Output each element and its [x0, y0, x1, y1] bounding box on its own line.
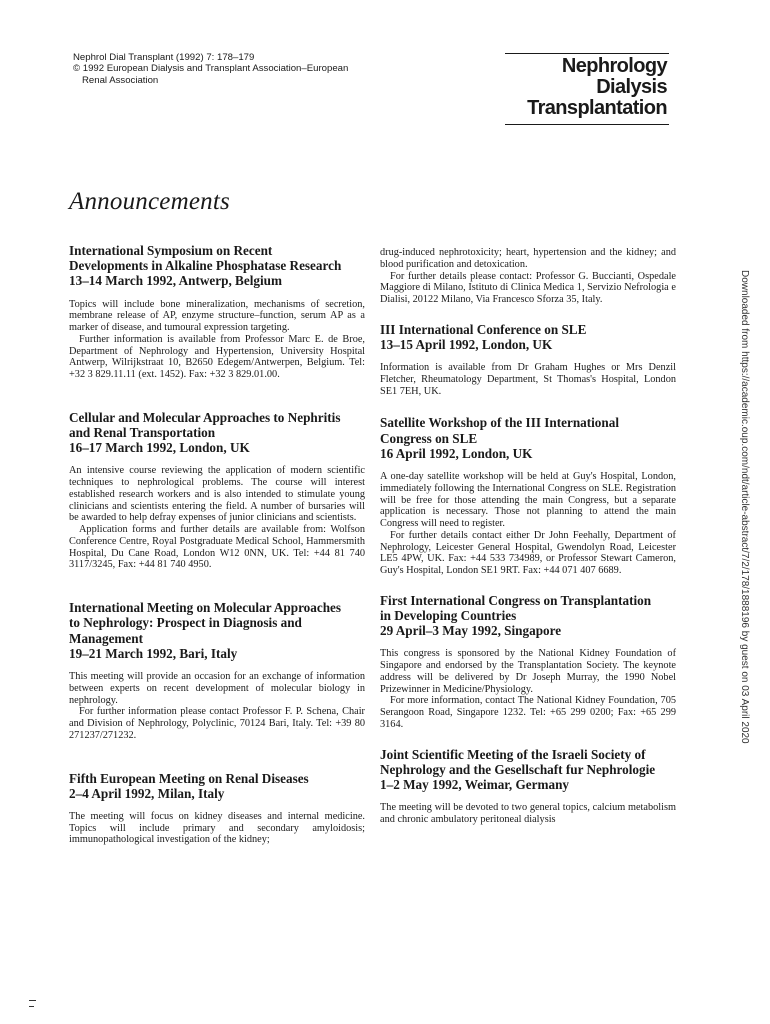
- heading-line: 13–14 March 1992, Antwerp, Belgium: [69, 273, 282, 289]
- announcement-body: [69, 811, 365, 846]
- paragraph: Further information is available from Professor Marc E. de Broe, Department of Nephrology and Hypertension, University Hospital Antwerp, Wilrijkstraat 10, B2650 Edegem/Antwerpen, Belgium. Tel: +32 3 829.11.11 (ext. 1452). Fax: +32 3 829.01.00.: [69, 333, 365, 381]
- heading-line: 2–4 April 1992, Milan, Italy: [69, 785, 225, 801]
- announcement: [380, 322, 676, 398]
- watermark-text: Downloaded from https://academic.oup.com/ndt/article-abstract/7/2/178/1888196 by guest on 03 April 2020: [739, 270, 750, 744]
- announcement: [380, 593, 676, 731]
- announcement: [69, 600, 365, 741]
- heading-line: and Renal Transportation: [69, 425, 216, 441]
- heading-line: Fifth European Meeting on Renal Diseases: [69, 770, 309, 786]
- announcement: [69, 410, 365, 571]
- heading-line: in Developing Countries: [380, 607, 517, 623]
- citation-line: Nephrol Dial Transplant (1992) 7: 178–179: [73, 52, 255, 63]
- announcement: [69, 771, 365, 847]
- paragraph: This congress is sponsored by the National Kidney Foundation of Singapore and endorsed by the Transplantation Society. The keynote address will be delivered by Dr Joseph Murray, the 1990 Nobel Prizewinner in Medicine/Physiology.: [380, 648, 676, 695]
- heading-line: Nephrology and the Gesellschaft fur Nephrologie: [380, 761, 656, 777]
- announcement-body: [380, 247, 676, 306]
- heading-line: III International Conference on SLE: [380, 321, 587, 337]
- heading-line: Developments in Alkaline Phosphatase Research: [69, 258, 342, 274]
- paragraph: For further details contact either Dr John Feehally, Department of Nephrology, Leicester General Hospital, Gwendolyn Road, Leicester LE5 4PW, UK. Fax: +44 533 734989, or Professor Stewart Cameron, Guy's Hospital, London SE1 9RT. Fax: +44 071 407 6689.: [380, 529, 676, 577]
- announcement-heading: [69, 600, 365, 661]
- paragraph: Information is available from Dr Graham Hughes or Mrs Denzil Fletcher, Rheumatology Department, St Thomas's Hospital, London SE1 7EH, UK.: [380, 362, 676, 397]
- section-title: Announcements: [69, 188, 230, 215]
- announcement-body: [69, 671, 365, 742]
- journal-logo: [505, 53, 669, 125]
- paragraph: This meeting will provide an occasion for an exchange of information between experts on recent development of molecular biology in nephrology.: [69, 671, 365, 706]
- heading-line: Joint Scientific Meeting of the Israeli Society of: [380, 746, 646, 762]
- heading-line: First International Congress on Transplantation: [380, 592, 652, 608]
- heading-line: 1–2 May 1992, Weimar, Germany: [380, 777, 570, 793]
- heading-line: Congress on SLE: [380, 430, 478, 446]
- announcement-heading: [380, 747, 676, 793]
- heading-line: 13–15 April 1992, London, UK: [380, 336, 553, 352]
- paragraph: For further details please contact: Professor G. Buccianti, Ospedale Maggiore di Milano, Istituto di Clinica Medica 1, Servizio Nefrologia e Dialisi, 20122 Milano, Via Francesco Sforza 35, Italy.: [380, 270, 676, 305]
- heading-line: Management: [69, 630, 143, 646]
- heading-line: International Symposium on Recent: [69, 243, 273, 258]
- announcement: [380, 415, 676, 576]
- paragraph: For further information please contact Professor F. P. Schena, Chair and Division of Nephrology, Polyclinic, 70124 Bari, Italy. Tel: +39 80 271237/271232.: [69, 706, 365, 741]
- logo-rule: [505, 53, 669, 54]
- announcement-heading: [69, 410, 365, 456]
- paragraph: The meeting will focus on kidney diseases and internal medicine. Topics will include primary and secondary amyloidosis; immunopathological investigation of the kidney;: [69, 810, 365, 846]
- announcement: [380, 747, 676, 826]
- announcement-heading: [69, 243, 365, 289]
- citation-block: [73, 52, 403, 86]
- announcement-body: [380, 648, 676, 730]
- corner-mark: [29, 1006, 34, 1007]
- journal-name-line: Nephrology: [561, 55, 667, 77]
- announcement-heading: [380, 415, 676, 461]
- heading-line: to Nephrology: Prospect in Diagnosis and: [69, 615, 302, 631]
- announcement-heading: [69, 771, 365, 801]
- paragraph: For more information, contact The National Kidney Foundation, 705 Serangoon Road, Singapore 1232. Tel: +65 299 0200; Fax: +65 299 3164.: [380, 695, 676, 730]
- announcement-body: [69, 465, 365, 571]
- announcement-continued: [380, 247, 676, 306]
- paragraph: The meeting will be devoted to two general topics, calcium metabolism and chronic ambulatory peritoneal dialysis: [380, 802, 676, 825]
- paragraph: Application forms and further details are available from: Wolfson Conference Centre, Royal Postgraduate Medical School, Hammersmith Hospital, Du Cane Road, London W12 0NN, UK. Tel: +44 81 740 3117/3245, Fax: +44 81 740 4950.: [69, 524, 365, 571]
- left-column: [69, 243, 365, 846]
- heading-line: Satellite Workshop of the III International: [380, 415, 619, 431]
- right-column: [380, 247, 676, 826]
- citation-line: Renal Association: [82, 74, 159, 86]
- journal-name-line: Dialysis: [596, 76, 667, 98]
- announcement-body: [380, 362, 676, 397]
- paragraph: An intensive course reviewing the application of modern scientific techniques to nephrological problems. The course will interest established research workers and is also intended to stimulate young clinicians and scientists entering the field. A number of bursaries will be awarded to help defray expenses of junior clinicians and scientists.: [69, 465, 365, 524]
- heading-line: 16 April 1992, London, UK: [380, 445, 533, 461]
- journal-name-line: Transplantation: [527, 97, 667, 119]
- heading-line: Cellular and Molecular Approaches to Nephritis: [69, 409, 341, 425]
- announcement-heading: [380, 593, 676, 639]
- heading-line: 29 April–3 May 1992, Singapore: [380, 623, 562, 639]
- announcement-body: [69, 299, 365, 381]
- download-watermark: [738, 270, 762, 770]
- heading-line: 16–17 March 1992, London, UK: [69, 440, 250, 456]
- paragraph: Topics will include bone mineralization, mechanisms of secretion, membrane release of AP, enzyme structure–function, serum AP as a marker of disease, and tumoural expression targeting.: [69, 298, 365, 334]
- paragraph: drug-induced nephrotoxicity; heart, hypertension and the kidney; and blood purification and detoxication.: [380, 247, 676, 270]
- announcement-body: [380, 471, 676, 577]
- citation-line: © 1992 European Dialysis and Transplant Association–European: [73, 63, 349, 75]
- heading-line: 19–21 March 1992, Bari, Italy: [69, 645, 238, 661]
- heading-line: International Meeting on Molecular Approaches: [69, 600, 342, 616]
- announcement-body: [380, 802, 676, 826]
- corner-mark: [29, 1000, 36, 1001]
- logo-rule: [505, 124, 669, 125]
- announcement: [69, 243, 365, 381]
- paragraph: A one-day satellite workshop will be held at Guy's Hospital, London, immediately following the International Congress on SLE. Registration will be free for those attending the main Congress, but a separate application is necessary. Those not planning to attend the main Congress will need to register.: [380, 471, 676, 530]
- announcement-heading: [380, 322, 676, 352]
